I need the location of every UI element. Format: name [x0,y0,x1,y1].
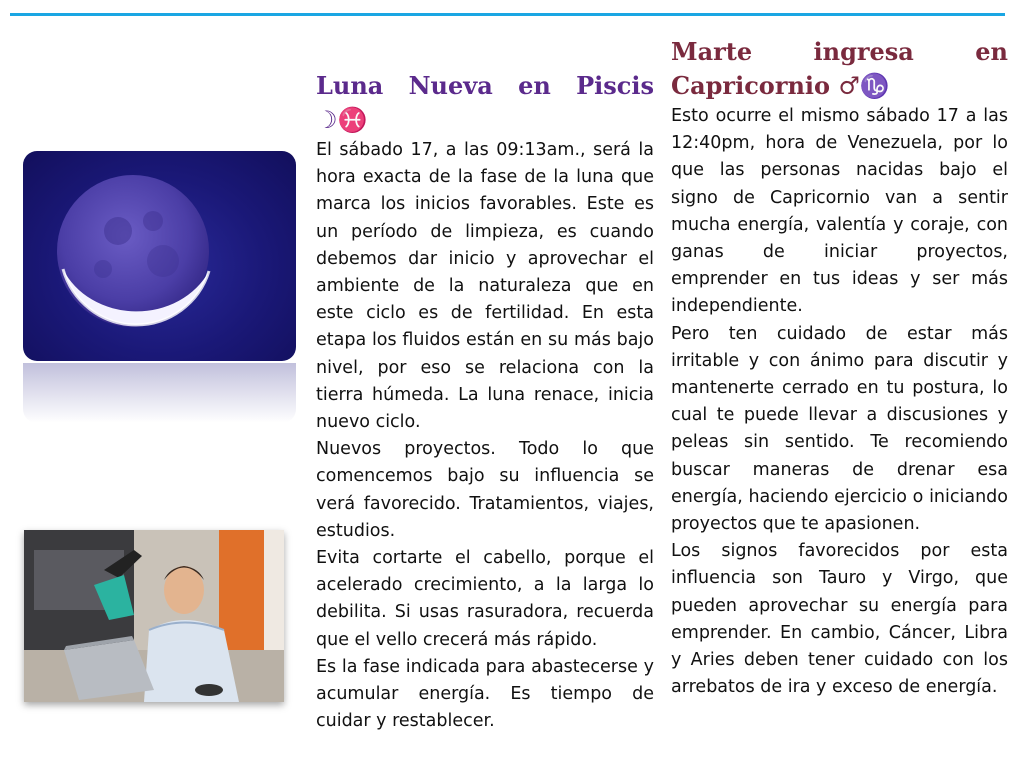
mars-capricorn-icon: ♂♑ [838,72,890,100]
moon-image [23,151,296,361]
marte-paragraph-3: Los signos favorecidos por esta influencia son Tauro y Virgo, que pueden aprovechar su energía para emprender. En cambio, Cáncer, Libra y Aries deben tener cuidado con los arrebatos de ira y exceso de energía. [671,541,1008,698]
luna-paragraph-1: El sábado 17, a las 09:13am., será la hora exacta de la fase de la luna que marca los inicios favorables. Este es un período de limpieza, es cuando debemos dar inicio y aprovechar el ambiente de la naturaleza que en este ciclo es de fertilidad. En esta etapa los fluidos están en su más bajo nivel, por eso se relaciona con la tierra húmeda. La luna renace, inicia nuevo ciclo. [316,140,654,433]
person-photo [24,530,284,702]
crescent-moon-icon [23,151,296,361]
luna-title: Luna Nueva en Piscis [316,71,654,100]
luna-paragraph-3: Evita cortarte el cabello, porque el acelerado crecimiento, a la larga lo debilita. Si usas rasuradora, recuerda que el vello crecerá más rápido. [316,548,654,650]
marte-title-word-2: ingresa [813,37,914,66]
marte-column [671,35,1008,701]
marte-paragraph-1: Esto ocurre el mismo sábado 17 a las 12:40pm, hora de Venezuela, por lo que las personas nacidas bajo el signo de Capricornio van a sentir mucha energía, valentía y coraje, con ganas de iniciar proyectos, emprender en tus ideas y ser más independiente. [671,106,1008,317]
marte-heading [671,35,1008,103]
top-rule [10,13,1005,16]
marte-title-line-2: Capricornio [671,71,831,100]
moon-pisces-icon: ☽♓ [316,106,368,134]
luna-paragraph-2: Nuevos proyectos. Todo lo que comencemos bajo su influencia se verá favorecido. Tratamientos, viajes, estudios. [316,439,654,541]
moon-reflection [23,363,296,423]
marte-title-word-1: Marte [671,37,753,66]
luna-heading [316,69,654,137]
marte-paragraph-2: Pero ten cuidado de estar más irritable y con ánimo para discutir y mantenerte cerrado en tu postura, lo cual te puede llevar a discusiones y peleas sin sentido. Te recomiendo buscar maneras de drenar esa energía, haciendo ejercicio o iniciando proyectos que te apasionen. [671,323,1008,535]
marte-title-word-3: en [975,37,1008,66]
luna-paragraph-4: Es la fase indicada para abastecerse y acumular energía. Es tiempo de cuidar y restablecer. [316,656,654,732]
luna-column [316,35,654,735]
